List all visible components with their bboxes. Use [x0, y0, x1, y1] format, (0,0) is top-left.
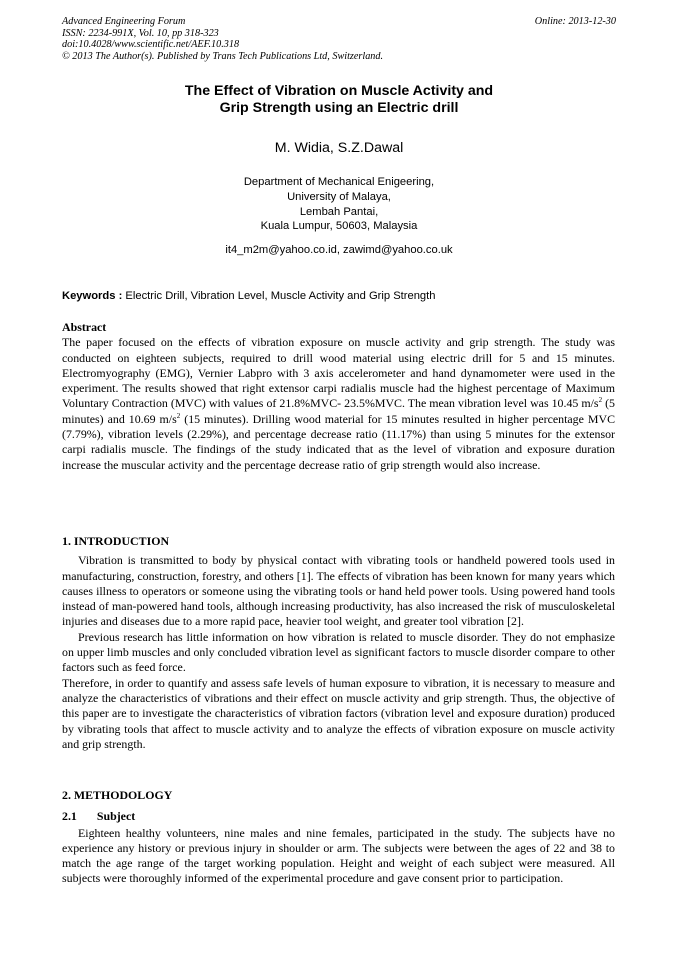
abstract-text: [62, 335, 615, 473]
abstract-heading: Abstract: [62, 320, 107, 334]
journal-name: Advanced Engineering Forum: [62, 16, 186, 27]
introduction-heading: 1. INTRODUCTION: [62, 534, 170, 548]
methodology-paragraph: Eighteen healthy volunteers, nine males and nine females, participated in the study. The subjects have no experience any history or previous injury in shoulder or arm. The subjects were between the ages of 22 and 38 to match the age range of the target working population. Height and weight of each subject were measured. All subjects were thoroughly informed of the experimental procedure and gave consent prior to participation.: [62, 825, 615, 886]
journal-doi: doi:10.4028/www.scientific.net/AEF.10.318: [62, 39, 240, 51]
superscript: 2: [598, 396, 603, 405]
superscript: 2: [176, 411, 181, 420]
abstract-section: [62, 320, 615, 473]
methodology-heading: 2. METHODOLOGY: [62, 788, 173, 802]
journal-issn: ISSN: 2234-991X, Vol. 10, pp 318-323: [62, 27, 219, 39]
journal-header: [62, 16, 616, 62]
subsection-heading: [62, 809, 615, 824]
abstract-text-part: (15 minutes). Drilling wood material for 15 minutes resulted in higher percentage MVC (7.79%), vibration levels (2.29%), and percentage decrease ratio (11.17%) than using 5 minutes for the extensor carpi radialis muscle. The findings of the study indicated that as the level of vibration and exposure duration increase the muscular activity and the percentage decrease ratio of grip strength would also increase.: [62, 411, 615, 472]
abstract-text-part: (5 minutes) and 10.69 m/s: [62, 396, 615, 426]
methodology-section: [62, 788, 615, 887]
abstract-text-part: The paper focused on the effects of vibration exposure on muscle activity and grip strength. The study was conducted on eighteen subjects, required to drill wood material using electric drill for 5 and 15 minutes. Electromyography (EMG), Vernier Labpro with 3 axis accelerometer and hand dynamometer were used in the experiment. The results showed that right extensor carpi radialis muscle had the highest percentage of Maximum Voluntary Contraction (MVC) with values of 21.8%MVC- 23.5%MVC. The mean vibration level was 10.45 m/s: [62, 335, 615, 411]
introduction-paragraph: Previous research has little information on how vibration is related to muscle disorder. They do not emphasize on upper limb muscles and only concluded vibration level as significant factors to muscle disorder compare to other factors such as feed force.: [62, 629, 615, 675]
keywords-text: Electric Drill, Vibration Level, Muscle Activity and Grip Strength: [122, 290, 436, 302]
online-date: Online: 2013-12-30: [534, 16, 616, 27]
keywords: [62, 290, 622, 302]
affiliation-line: Kuala Lumpur, 50603, Malaysia: [260, 220, 418, 233]
title-line-2: Grip Strength using an Electric drill: [219, 100, 459, 116]
title-line-1: The Effect of Vibration on Muscle Activity and: [184, 83, 494, 99]
author-emails: it4_m2m@yahoo.co.id, zawimd@yahoo.co.uk: [225, 244, 453, 256]
affiliation: [0, 175, 678, 234]
author-list: M. Widia, S.Z.Dawal: [274, 140, 404, 156]
subsection-title: Subject: [96, 809, 136, 824]
affiliation-line: Department of Mechanical Enigeering,: [243, 176, 435, 188]
subsection-number: 2.1: [62, 809, 77, 824]
affiliation-line: Lembah Pantai,: [299, 205, 379, 218]
introduction-section: [62, 534, 615, 752]
introduction-paragraph: Therefore, in order to quantify and assess safe levels of human exposure to vibration, it is necessary to measure and analyze the characteristics of vibrations and their effect on muscle activity and grip strength. Thus, the objective of this paper are to investigate the characteristics of vibration factors (vibration level and exposure duration) produced by vibrating tools that affect to muscle activity and to analyze the effects of vibration exposure on muscle activity and grip strength.: [62, 675, 615, 751]
introduction-paragraph: Vibration is transmitted to body by physical contact with vibrating tools or handheld powered tools used in manufacturing, construction, forestry, and others [1]. The effects of vibration has been known for many years which causes illness to operators or someone using the vibrating tools or hand held power tools. Using powered hand tools instead of man-powered hand tools, although increasing productivity, has also increased the risk of musculoskeletal injuries and diseases due to a more rapid pace, heavier tool weight, and greater tool vibration [2].: [62, 553, 615, 629]
affiliation-line: University of Malaya,: [287, 190, 391, 203]
keywords-label: Keywords :: [62, 290, 123, 302]
journal-copyright: © 2013 The Author(s). Published by Trans Tech Publications Ltd, Switzerland.: [62, 50, 384, 62]
paper-title: [0, 83, 678, 117]
